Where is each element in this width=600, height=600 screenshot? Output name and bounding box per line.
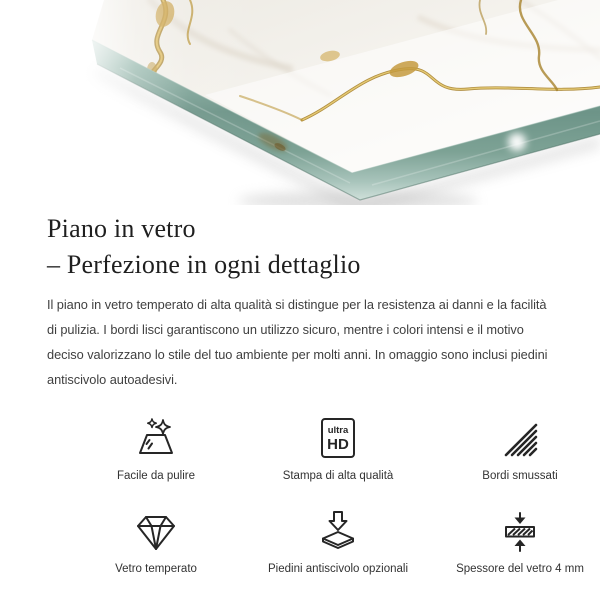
ultra-hd-badge-icon bbox=[318, 416, 358, 460]
features-grid bbox=[47, 414, 584, 576]
left-white-fade bbox=[0, 0, 270, 205]
diamond-icon bbox=[134, 511, 178, 553]
feature-facile-da-pulire bbox=[65, 414, 247, 483]
feature-label: Piedini antiscivolo opzionali bbox=[268, 563, 408, 575]
feature-label: Stampa di alta qualità bbox=[282, 470, 394, 482]
sparkle-clean-icon bbox=[135, 418, 177, 460]
content-area bbox=[0, 205, 600, 576]
feature-bordi-smussati bbox=[429, 414, 600, 483]
beveled-edge-hatch-icon bbox=[499, 418, 541, 460]
hd-text: HD bbox=[327, 436, 349, 453]
page-title bbox=[47, 211, 553, 283]
feature-label: Spessore del vetro 4 mm bbox=[456, 563, 584, 575]
feature-piedini-antiscivolo bbox=[247, 507, 429, 576]
anti-slip-pad-arrow-icon bbox=[316, 509, 360, 553]
feature-label: Vetro temperato bbox=[115, 563, 197, 575]
feature-label: Bordi smussati bbox=[482, 470, 558, 482]
product-description: Il piano in vetro temperato di alta qualità si distingue per la resistenza ai danni e la facilità di pulizia. I bordi lisci garantiscono un utilizzo sicuro, mentre i colori intensi e il motivo deciso valorizzano lo stile del tuo ambiente per molti anni. In omaggio sono inclusi piedini antiscivolo autoadesivi. bbox=[47, 297, 548, 387]
title-line-2: – Perfezione in ogni dettaglio bbox=[47, 250, 361, 279]
feature-vetro-temperato bbox=[65, 507, 247, 576]
marble-glass-panel-photo bbox=[0, 0, 600, 205]
feature-spessore-vetro bbox=[429, 507, 600, 576]
feature-stampa-alta-qualita bbox=[247, 414, 429, 483]
title-line-1: Piano in vetro bbox=[47, 214, 196, 243]
feature-label: Facile da pulire bbox=[117, 470, 195, 482]
ultra-text: ultra bbox=[327, 425, 349, 436]
glass-thickness-arrows-icon bbox=[499, 511, 541, 553]
